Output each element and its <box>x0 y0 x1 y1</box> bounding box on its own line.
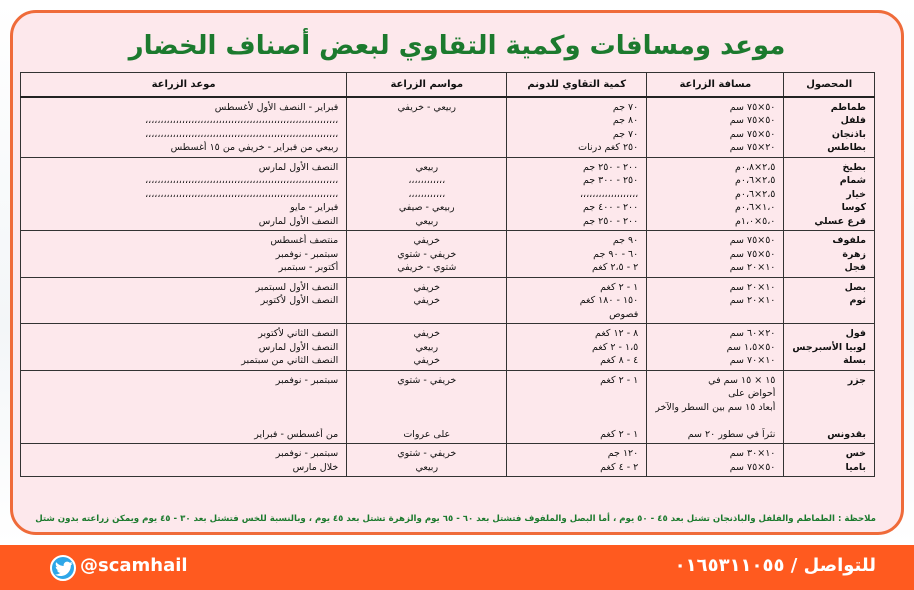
season-line: ربيعي - خريفي <box>397 101 457 113</box>
season-line: خريفي - شتوي <box>397 448 457 459</box>
contact-text: للتواصل / ٠١٦٥٣١١٠٥٥ <box>674 555 876 576</box>
cell-crop <box>784 157 875 231</box>
season-line: ربيعي <box>415 461 439 473</box>
seeds-line: ٩٠ جم <box>612 235 639 246</box>
cell-crop <box>784 97 875 158</box>
date-line: سبتمبر - نوفمبر <box>275 248 339 260</box>
crop-line: فجل <box>844 262 866 273</box>
distance-line: ١،٠×٠،٦م <box>734 202 776 213</box>
season-line: خريفي <box>413 328 440 339</box>
crop-line: جزر <box>847 374 866 386</box>
season-line: خريفي - شتوي <box>397 374 457 386</box>
header-seeds: كمية التقاوي للدونم <box>507 73 647 97</box>
seeds-line: ٧٠ جم <box>612 128 639 140</box>
cell-date <box>21 324 347 371</box>
season-line: خريفي - شتوي <box>397 248 457 260</box>
cell-season <box>347 97 507 158</box>
distance-line: ٥٠×٧٥ سم <box>729 101 776 113</box>
crop-line: قرع عسلي <box>814 215 866 227</box>
season-line: ،،،،،،،،،،،، <box>408 188 446 200</box>
distance-line: ١٠×٢٠ سم <box>729 262 776 273</box>
page-title: موعد ومسافات وكمية التقاوي لبعض أصناف الخضار <box>128 31 786 61</box>
seeds-line: ١ - ٢ كغم <box>600 374 639 386</box>
date-line: ،،،،،،،،،،،،،،،،،،،،،،،،،،،،،،،،،،،،،،،،،،،،،،،،،،،،،،،،،،،،،،، <box>145 115 339 126</box>
cell-crop <box>784 444 875 477</box>
crop-line: ملفوف <box>832 235 866 246</box>
date-line: فبراير - النصف الأول لأغسطس <box>214 101 339 113</box>
distance-line: ٥٠×٧٥ سم <box>729 461 776 473</box>
cell-distance <box>647 157 784 231</box>
seeds-line: ٢٠٠ - ٤٠٠ جم <box>582 202 639 213</box>
footer-bar <box>0 545 914 590</box>
seeds-line <box>515 401 638 415</box>
cell-season <box>347 444 507 477</box>
season-line <box>355 387 498 401</box>
distance-line: ٢٠×٦٠ سم <box>729 328 776 339</box>
season-line: خريفي <box>413 235 440 246</box>
date-line: من أغسطس - فبراير <box>254 428 339 440</box>
crop-line: شمام <box>839 175 866 186</box>
seeds-line: ١ - ٢ كغم <box>600 281 639 293</box>
seeds-line: ،،،،،،،،،،،،،،،،،،، <box>579 188 639 200</box>
seeds-line: ٢ - ٤ كغم <box>600 461 639 473</box>
header-distance: مسافة الزراعة <box>647 73 784 97</box>
distance-line: ٢٠×٧٥ سم <box>729 142 776 153</box>
seeds-line <box>515 414 638 428</box>
distance-line: أحواض على <box>728 388 776 399</box>
cell-distance <box>647 231 784 278</box>
distance-line: ٥٠×١،٥ سم <box>726 341 776 353</box>
seeds-line: ١ - ٢ كغم <box>600 428 639 440</box>
table-header-row <box>21 73 875 97</box>
cell-date <box>21 157 347 231</box>
crop-line: خيار <box>846 188 866 200</box>
cell-date <box>21 277 347 324</box>
seeds-line: ٨٠ جم <box>612 115 639 126</box>
seeds-line: ٦٠ - ٩٠ جم <box>593 248 639 260</box>
note-text: ملاحظة : الطماطم والفلفل والباذنجان تشتل بعد ٤٥ - ٥٠ يوم ، أما البصل والملفوف فتشتل بعد ٦٠ - ٦٥ يوم والزهرة تشتل بعد ٤٥ يوم ، وبالنسبة للخس فتشتل بعد ٣٠ - ٤٥ يوم ويمكن زراعته بدون شتل <box>35 514 876 524</box>
cell-crop <box>784 370 875 444</box>
seeds-line: ٢٥٠ - ٣٠٠ جم <box>582 175 639 186</box>
seeds-line: ٨ - ١٢ كغم <box>595 328 639 339</box>
seeds-line: ٢٠٠ - ٢٥٠ جم <box>582 161 639 173</box>
season-line <box>355 114 498 128</box>
season-line: خريفي <box>413 355 440 366</box>
header-season: مواسم الزراعة <box>347 73 507 97</box>
season-line: شتوي - خريفي <box>397 262 457 273</box>
cell-seeds <box>507 370 647 444</box>
seeds-line: فصوص <box>609 308 639 320</box>
date-line: ،،،،،،،،،،،،،،،،،،،،،،،،،،،،،،،،،،،،،،،،،،،،،،،،،،،،،،،،،،،،،،، <box>145 188 339 200</box>
cell-season <box>347 277 507 324</box>
crop-line: فلفل <box>840 115 866 126</box>
distance-line: ١٥ × ١٥ سم في <box>708 374 776 386</box>
date-line <box>29 387 338 401</box>
planting-table <box>20 72 875 477</box>
cell-crop <box>784 324 875 371</box>
cell-season <box>347 231 507 278</box>
date-line: النصف الأول لأكتوبر <box>260 295 339 306</box>
date-line: منتصف أغسطس <box>270 235 339 246</box>
cell-date <box>21 370 347 444</box>
date-line: سبتمبر - نوفمبر <box>275 448 339 459</box>
date-line: النصف الثاني من سبتمبر <box>241 355 339 366</box>
cell-distance <box>647 324 784 371</box>
table-row <box>21 444 875 477</box>
crop-line <box>792 387 866 401</box>
distance-line: ٥٠×٧٥ سم <box>729 248 776 260</box>
date-line: سبتمبر - نوفمبر <box>275 374 339 386</box>
seeds-line: ٢٠٠ - ٢٥٠ جم <box>582 215 639 227</box>
cell-seeds <box>507 277 647 324</box>
cell-seeds <box>507 157 647 231</box>
crop-line: ثوم <box>849 295 866 306</box>
seeds-line: ٧٠ جم <box>612 101 639 113</box>
crop-line: كوسا <box>841 202 866 213</box>
distance-line: ٢،٥×٠،٨م <box>734 161 776 173</box>
twitter-handle-link[interactable]: @scamhail <box>80 555 188 576</box>
season-line: ربيعي <box>415 161 439 173</box>
distance-line: ٥،٠×١،٠م <box>734 215 776 227</box>
date-line <box>29 414 338 428</box>
season-line: ،،،،،،،،،،،، <box>408 175 446 186</box>
date-line: خلال مارس <box>292 461 339 473</box>
cell-season <box>347 370 507 444</box>
distance-line: ٢،٥×٠،٦م <box>734 175 776 186</box>
crop-line: بصل <box>844 281 866 293</box>
date-line: ،،،،،،،،،،،،،،،،،،،،،،،،،،،،،،،،،،،،،،،،،،،،،،،،،،،،،،،،،،،،،،، <box>145 175 339 186</box>
table-body <box>21 97 875 477</box>
distance-line: ٥٠×٧٥ سم <box>729 115 776 126</box>
distance-line: ١٠×٧٠ سم <box>729 355 776 366</box>
date-line: ،،،،،،،،،،،،،،،،،،،،،،،،،،،،،،،،،،،،،،،،،،،،،،،،،،،،،،،،،،،،،،، <box>145 128 339 140</box>
cell-date <box>21 231 347 278</box>
distance-line: ٥٠×٧٥ سم <box>729 128 776 140</box>
crop-line <box>792 401 866 415</box>
distance-line: ٥٠×٧٥ سم <box>729 235 776 246</box>
seeds-line <box>515 387 638 401</box>
cell-seeds <box>507 231 647 278</box>
date-line: النصف الأول لمارس <box>258 341 339 353</box>
cell-crop <box>784 277 875 324</box>
cell-date <box>21 444 347 477</box>
date-line: أكتوبر - سبتمبر <box>278 262 339 273</box>
season-line <box>355 401 498 415</box>
table-row <box>21 277 875 324</box>
date-line: النصف الثاني لأكتوبر <box>258 328 339 339</box>
cell-distance <box>647 370 784 444</box>
seeds-line: ١،٥ - ٢ كغم <box>591 341 639 353</box>
cell-seeds <box>507 444 647 477</box>
distance-line: ١٠×٣٠ سم <box>729 448 776 459</box>
season-line: على عروات <box>403 428 451 440</box>
cell-seeds <box>507 97 647 158</box>
seeds-line: ٢ - ٢،٥ كغم <box>591 262 639 273</box>
date-line: النصف الأول لسبتمبر <box>255 281 339 293</box>
cell-distance <box>647 277 784 324</box>
seeds-line: ١٢٠ جم <box>607 448 639 459</box>
table-row <box>21 231 875 278</box>
cell-season <box>347 157 507 231</box>
distance-line: نثراً في سطور ٢٠ سم <box>687 428 776 440</box>
header-crop: المحصول <box>784 73 875 97</box>
distance-line <box>655 414 775 428</box>
season-line: خريفي <box>413 281 440 293</box>
distance-line: ٢،٥×٠،٦م <box>734 188 776 200</box>
table-row <box>21 370 875 444</box>
date-line: ربيعي من فبراير - خريفي من ١٥ أغسطس <box>170 142 339 153</box>
date-line: النصف الأول لمارس <box>258 215 339 227</box>
crop-line: بطاطس <box>827 142 866 153</box>
season-line <box>355 141 498 155</box>
crop-line: زهرة <box>842 248 866 260</box>
cell-seeds <box>507 324 647 371</box>
crop-line: لوبيا الأسبرجس <box>792 341 866 353</box>
crop-line: باميا <box>845 461 866 473</box>
cell-season <box>347 324 507 371</box>
distance-line: أبعاد ١٥ سم بين السطر والآخر <box>655 401 776 413</box>
crop-line: فول <box>845 328 866 339</box>
cell-distance <box>647 97 784 158</box>
table-row <box>21 157 875 231</box>
seeds-line: ١٥٠ - ١٨٠ كغم <box>579 295 639 306</box>
season-line <box>355 128 498 142</box>
crop-line: طماطم <box>830 101 866 113</box>
cell-crop <box>784 231 875 278</box>
date-line: النصف الأول لمارس <box>258 161 339 173</box>
date-line: فبراير - مايو <box>290 202 339 213</box>
season-line: ربيعي - صيفي <box>398 202 455 213</box>
season-line <box>355 414 498 428</box>
season-line: ربيعي <box>415 341 439 353</box>
table-row <box>21 324 875 371</box>
season-line: خريفي <box>413 295 440 306</box>
header-date: موعد الزراعة <box>21 73 347 97</box>
cell-date <box>21 97 347 158</box>
crop-line: باذنجان <box>831 128 866 140</box>
season-line: ربيعي <box>415 215 439 227</box>
distance-line: ١٠×٢٠ سم <box>729 295 776 306</box>
seeds-line: ٢٥٠ كغم درنات <box>578 142 639 153</box>
crop-line: بقدونس <box>827 428 866 440</box>
cell-distance <box>647 444 784 477</box>
crop-line: بطيخ <box>842 161 866 173</box>
table-row <box>21 97 875 158</box>
distance-line: ١٠×٢٠ سم <box>729 281 776 293</box>
seeds-line: ٤ - ٨ كغم <box>600 355 639 366</box>
crop-line <box>792 414 866 428</box>
crop-line: بسلة <box>843 355 866 366</box>
twitter-icon[interactable] <box>50 555 76 581</box>
date-line <box>29 401 338 415</box>
crop-line: خس <box>845 448 866 459</box>
